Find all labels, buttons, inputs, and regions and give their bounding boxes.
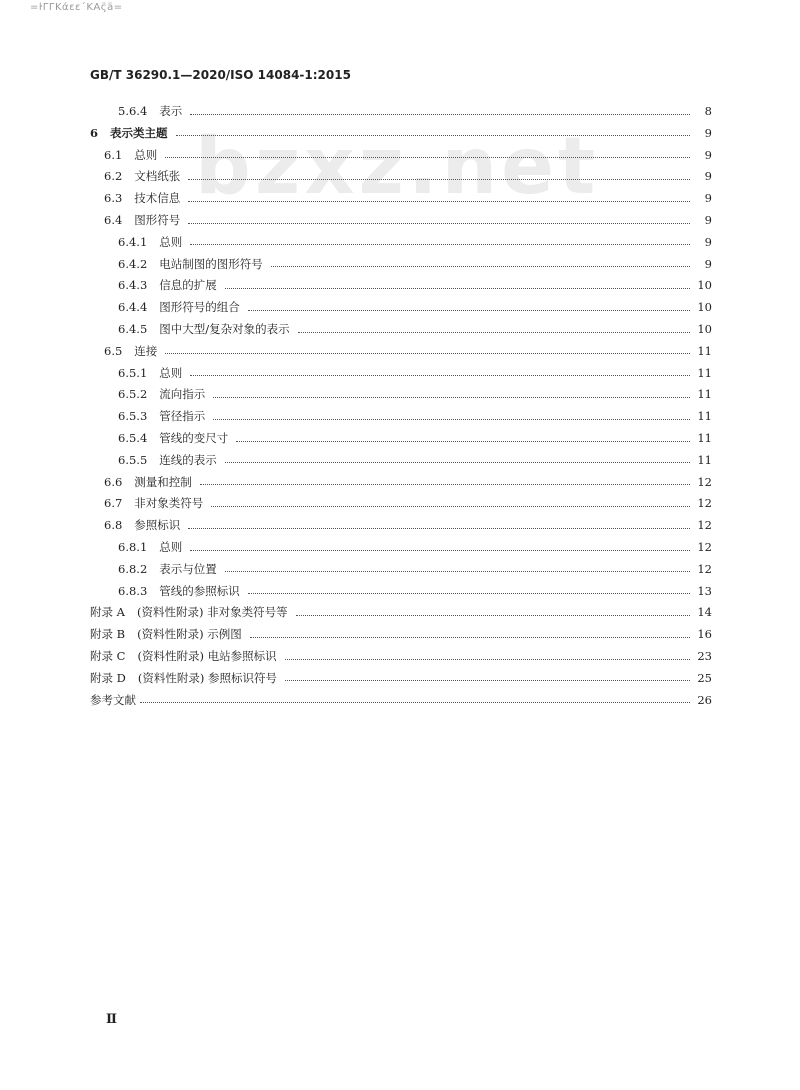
toc-entry-page: 12 <box>697 561 712 576</box>
toc-dot-leader <box>250 637 690 638</box>
toc-entry-number: 6.4.2 <box>118 256 148 271</box>
toc-entry[interactable] <box>118 560 712 578</box>
toc-dot-leader <box>225 288 690 289</box>
toc-dot-leader <box>140 702 690 703</box>
toc-entry-title: 连线的表示 <box>159 452 217 467</box>
toc-entry[interactable] <box>104 494 712 512</box>
toc-entry-title: 流向指示 <box>159 387 206 402</box>
toc-dot-leader <box>213 397 690 398</box>
toc-entry-number: 6.4.4 <box>118 300 148 315</box>
toc-entry[interactable] <box>104 342 712 360</box>
toc-entry-title: 图中大型/复杂对象的表示 <box>159 322 290 336</box>
toc-entry-title: 管线的参照标识 <box>159 583 240 598</box>
toc-entry-number: 附录 A <box>90 605 125 620</box>
standard-id-header: GB/T 36290.1—2020/ISO 14084-1:2015 <box>90 68 351 82</box>
toc-dot-leader <box>248 310 690 311</box>
toc-dot-leader <box>285 680 690 681</box>
toc-dot-leader <box>190 550 690 551</box>
toc-entry[interactable] <box>104 473 712 491</box>
toc-dot-leader <box>176 135 690 136</box>
toc-entry-title: (资料性附录) 参照标识符号 <box>137 670 278 685</box>
toc-dot-leader <box>236 441 690 442</box>
toc-entry-page: 9 <box>704 125 712 140</box>
toc-entry-number: 6.5.2 <box>118 387 148 402</box>
toc-entry-page: 12 <box>697 474 712 489</box>
toc-entry[interactable] <box>118 429 712 447</box>
toc-entry-number: 6.8.1 <box>118 540 148 554</box>
toc-entry-number: 6.5.1 <box>118 365 148 380</box>
toc-dot-leader <box>225 571 690 572</box>
toc-entry[interactable] <box>104 189 712 207</box>
toc-entry-title: 测量和控制 <box>134 474 192 489</box>
toc-dot-leader <box>188 201 690 202</box>
toc-entry-page: 12 <box>697 496 712 511</box>
toc-dot-leader <box>190 375 690 376</box>
toc-dot-leader <box>225 462 690 463</box>
toc-entry-title: 管径指示 <box>159 409 206 424</box>
toc-entry-number: 参考文献 <box>90 692 136 707</box>
toc-entry-page: 10 <box>697 322 712 336</box>
toc-entry[interactable] <box>118 407 712 425</box>
toc-entry-number: 6.2 <box>104 169 123 184</box>
toc-entry-page: 9 <box>704 256 712 271</box>
watermark: bzxz.net <box>195 122 600 212</box>
toc-entry-number: 附录 D <box>90 670 126 685</box>
toc-entry[interactable] <box>90 669 712 687</box>
toc-dot-leader <box>211 506 690 507</box>
toc-entry[interactable] <box>118 451 712 469</box>
toc-entry[interactable] <box>90 124 712 142</box>
toc-entry-number: 附录 C <box>90 649 126 663</box>
toc-entry-page: 9 <box>704 147 712 162</box>
toc-entry[interactable] <box>118 102 712 120</box>
toc-entry-number: 6.3 <box>104 191 123 206</box>
toc-entry-number: 6.5.5 <box>118 452 148 467</box>
toc-entry-title: 总则 <box>159 540 183 554</box>
toc-dot-leader <box>165 157 690 158</box>
toc-entry-page: 11 <box>697 387 712 402</box>
toc-entry-page: 12 <box>697 540 712 554</box>
toc-entry-title: 表示类主题 <box>110 125 168 140</box>
toc-entry-title: 表示与位置 <box>159 561 217 576</box>
toc-entry[interactable] <box>118 276 712 294</box>
toc-dot-leader <box>271 266 690 267</box>
toc-entry-title: (资料性附录) 电站参照标识 <box>137 649 277 663</box>
toc-entry-title: 管线的变尺寸 <box>159 431 229 445</box>
toc-entry-title: 总则 <box>159 234 183 249</box>
toc-entry-page: 14 <box>697 605 712 620</box>
toc-entry-title: (资料性附录) 示例图 <box>137 627 242 642</box>
toc-entry-page: 9 <box>704 191 712 206</box>
toc-dot-leader <box>190 114 690 115</box>
toc-entry-title: 总则 <box>134 147 158 162</box>
toc-entry-title: 图形符号 <box>134 213 181 227</box>
toc-entry-number: 6.1 <box>104 147 123 162</box>
toc-entry-number: 6.4.1 <box>118 234 148 249</box>
toc-dot-leader <box>248 593 690 594</box>
toc-entry-page: 11 <box>697 431 712 445</box>
toc-entry[interactable] <box>118 320 712 338</box>
toc-entry-title: 连接 <box>134 343 158 358</box>
toc-entry-title: 图形符号的组合 <box>159 300 240 315</box>
toc-entry[interactable] <box>104 167 712 185</box>
toc-entry-page: 12 <box>697 518 712 533</box>
toc-entry-number: 6.8.3 <box>118 583 148 598</box>
toc-entry[interactable] <box>90 603 712 621</box>
toc-entry-page: 16 <box>697 627 712 642</box>
toc-entry-number: 6.7 <box>104 496 123 511</box>
toc-entry-page: 13 <box>697 583 712 598</box>
toc-entry-title: 电站制图的图形符号 <box>159 256 263 271</box>
toc-entry-page: 10 <box>697 300 712 315</box>
toc-entry-number: 6.5.3 <box>118 409 148 424</box>
page-number: Ⅱ <box>106 1012 117 1027</box>
toc-entry-page: 11 <box>697 365 712 380</box>
toc-entry[interactable] <box>118 582 712 600</box>
toc-entry-page: 26 <box>697 692 712 707</box>
toc-entry-number: 6.4.3 <box>118 278 148 293</box>
toc-dot-leader <box>188 179 690 180</box>
toc-entry[interactable] <box>90 691 712 709</box>
toc-entry-number: 6.4 <box>104 213 123 227</box>
toc-entry-page: 9 <box>704 169 712 184</box>
toc-dot-leader <box>188 223 690 224</box>
toc-entry-page: 25 <box>697 670 712 685</box>
toc-entry-number: 6 <box>90 125 99 140</box>
toc-entry[interactable] <box>104 146 712 164</box>
toc-entry[interactable] <box>118 385 712 403</box>
toc-dot-leader <box>296 615 690 616</box>
toc-entry-number: 6.8 <box>104 518 123 533</box>
toc-entry-page: 10 <box>697 278 712 293</box>
toc-entry-title: (资料性附录) 非对象类符号等 <box>136 605 288 620</box>
toc-entry-number: 6.5.4 <box>118 431 148 445</box>
toc-entry-number: 6.6 <box>104 474 123 489</box>
toc-entry-title: 技术信息 <box>134 191 181 206</box>
toc-entry-title: 表示 <box>159 104 183 118</box>
toc-entry-number: 6.5 <box>104 343 123 358</box>
toc-entry-page: 11 <box>697 452 712 467</box>
toc-dot-leader <box>188 528 690 529</box>
toc-entry-page: 11 <box>697 409 712 424</box>
toc-entry-number: 6.4.5 <box>118 322 148 336</box>
toc-dot-leader <box>200 484 690 485</box>
toc-entry[interactable] <box>118 364 712 382</box>
toc-entry[interactable] <box>104 516 712 534</box>
toc-entry-number: 附录 B <box>90 627 126 642</box>
toc-entry-number: 6.8.2 <box>118 561 148 576</box>
toc-dot-leader <box>298 332 690 333</box>
toc-entry-page: 9 <box>704 213 712 227</box>
toc-entry-title: 非对象类符号 <box>134 496 204 511</box>
toc-dot-leader <box>285 659 690 660</box>
toc-entry-title: 参照标识 <box>134 518 181 533</box>
toc-entry[interactable] <box>118 255 712 273</box>
toc-entry-title: 信息的扩展 <box>159 278 217 293</box>
toc-entry[interactable] <box>118 233 712 251</box>
toc-dot-leader <box>165 353 690 354</box>
toc-entry-title: 文档纸张 <box>134 169 181 184</box>
toc-entry[interactable] <box>90 647 712 665</box>
toc-dot-leader <box>213 419 690 420</box>
toc-entry[interactable] <box>90 625 712 643</box>
toc-entry-page: 8 <box>704 104 712 118</box>
toc-entry-page: 9 <box>704 234 712 249</box>
toc-entry-page: 23 <box>697 649 712 663</box>
toc-entry-title: 总则 <box>159 365 183 380</box>
top-mark-text: =ŀΓΓΚάεε΄ΚΑς̈ä= <box>30 2 123 13</box>
toc-dot-leader <box>190 244 690 245</box>
toc-entry-number: 5.6.4 <box>118 104 148 118</box>
toc-entry[interactable] <box>118 538 712 556</box>
toc-entry-page: 11 <box>697 343 712 358</box>
toc-entry[interactable] <box>104 211 712 229</box>
toc-entry[interactable] <box>118 298 712 316</box>
